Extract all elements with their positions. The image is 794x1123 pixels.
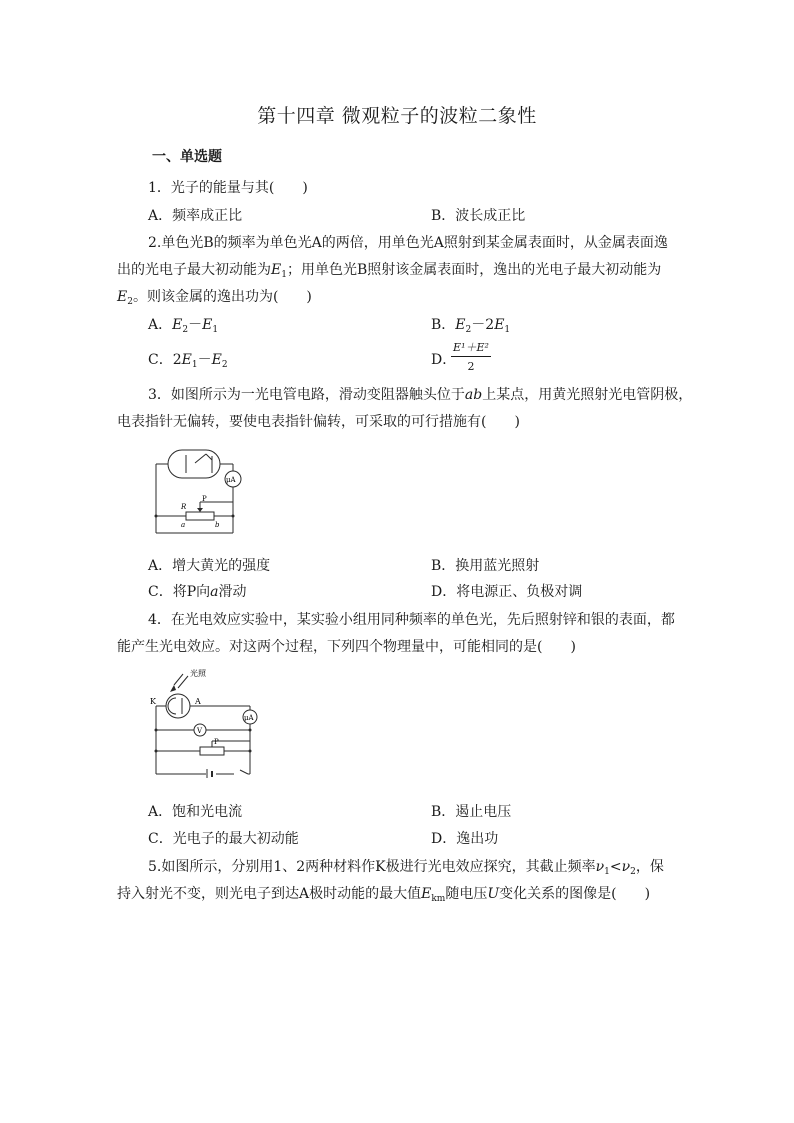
- cathode-label-k: K: [150, 697, 156, 706]
- q2-line-3: $E_2$。则该金属的逸出功为( ): [117, 289, 312, 307]
- slider-label-p: P: [202, 495, 207, 503]
- q4-option-d[interactable]: D．逸出功: [431, 831, 499, 847]
- q2-option-d-fraction: [451, 339, 491, 373]
- rheostat-label-r: R: [181, 503, 187, 511]
- end-label-a: a: [181, 521, 186, 529]
- q1-stem: 1．光子的能量与其( ): [148, 180, 308, 196]
- voltmeter-label: V: [197, 727, 203, 735]
- q5-line-1: 5.如图所示，分别用1、2两种材料作K极进行光电效应探究，其截止频率$\nu_1<\nu_2$，保: [148, 859, 664, 877]
- slider-label-p: P: [214, 738, 219, 746]
- q2-option-c[interactable]: C．$2E_1-E_2$: [148, 352, 228, 370]
- q2-option-b[interactable]: B．$E_2-2E_1$: [431, 317, 511, 335]
- anode-label-a: A: [195, 697, 201, 706]
- q3-line-2: 电表指针无偏转，要使电表指针偏转，可采取的可行措施有( ): [117, 414, 520, 430]
- q2-line-1: 2.单色光B的频率为单色光A的两倍，用单色光A照射到某金属表面时，从金属表面逸: [148, 235, 668, 251]
- fraction-denominator: 2: [467, 360, 475, 373]
- q4-line-1: 4．在光电效应实验中，某实验小组用同种频率的单色光，先后照射锌和银的表面，都: [148, 612, 675, 628]
- fraction-numerator: E¹＋E²: [451, 339, 491, 357]
- light-label: 光照: [190, 669, 206, 678]
- section-heading: 一、单选题: [152, 149, 222, 165]
- meter-label: μA: [226, 476, 236, 484]
- q5-line-2: 持入射光不变，则光电子到达A极时动能的最大值$E_{km}$随电压U变化关系的图像是( ): [117, 886, 651, 904]
- q1-option-a[interactable]: A．频率成正比: [148, 208, 243, 224]
- q2-option-d-label[interactable]: D．: [431, 352, 457, 368]
- rheostat: [200, 747, 224, 755]
- end-label-b: b: [215, 521, 220, 529]
- q2-line-2: 出的光电子最大初动能为$E_1$；用单色光B照射该金属表面时，逸出的光电子最大初动能为: [117, 262, 662, 280]
- q3-line-1: 3．如图所示为一光电管电路，滑动变阻器触头位于ab上某点，用黄光照射光电管阴极，: [148, 387, 693, 403]
- q3-option-d[interactable]: D．将电源正、负极对调: [431, 584, 583, 600]
- phototube-circuit-figure: [148, 440, 248, 535]
- q3-option-a[interactable]: A．增大黄光的强度: [148, 558, 271, 574]
- q2-option-a[interactable]: A．$E_2-E_1$: [148, 317, 219, 335]
- q4-option-a[interactable]: A．饱和光电流: [148, 804, 243, 820]
- ammeter-label: μA: [244, 714, 254, 722]
- q3-option-b[interactable]: B．换用蓝光照射: [431, 558, 540, 574]
- q4-option-c[interactable]: C．光电子的最大初动能: [148, 831, 299, 847]
- q3-option-c[interactable]: C．将P向a滑动: [148, 584, 247, 600]
- q1-option-b[interactable]: B．波长成正比: [431, 208, 526, 224]
- q4-option-b[interactable]: B．遏止电压: [431, 804, 512, 820]
- photoelectric-circuit-figure: [150, 666, 270, 778]
- q4-line-2: 能产生光电效应。对这两个过程，下列四个物理量中，可能相同的是( ): [117, 639, 576, 655]
- rheostat: [186, 512, 214, 520]
- phototube: [166, 694, 190, 718]
- chapter-title: 第十四章 微观粒子的波粒二象性: [257, 105, 537, 127]
